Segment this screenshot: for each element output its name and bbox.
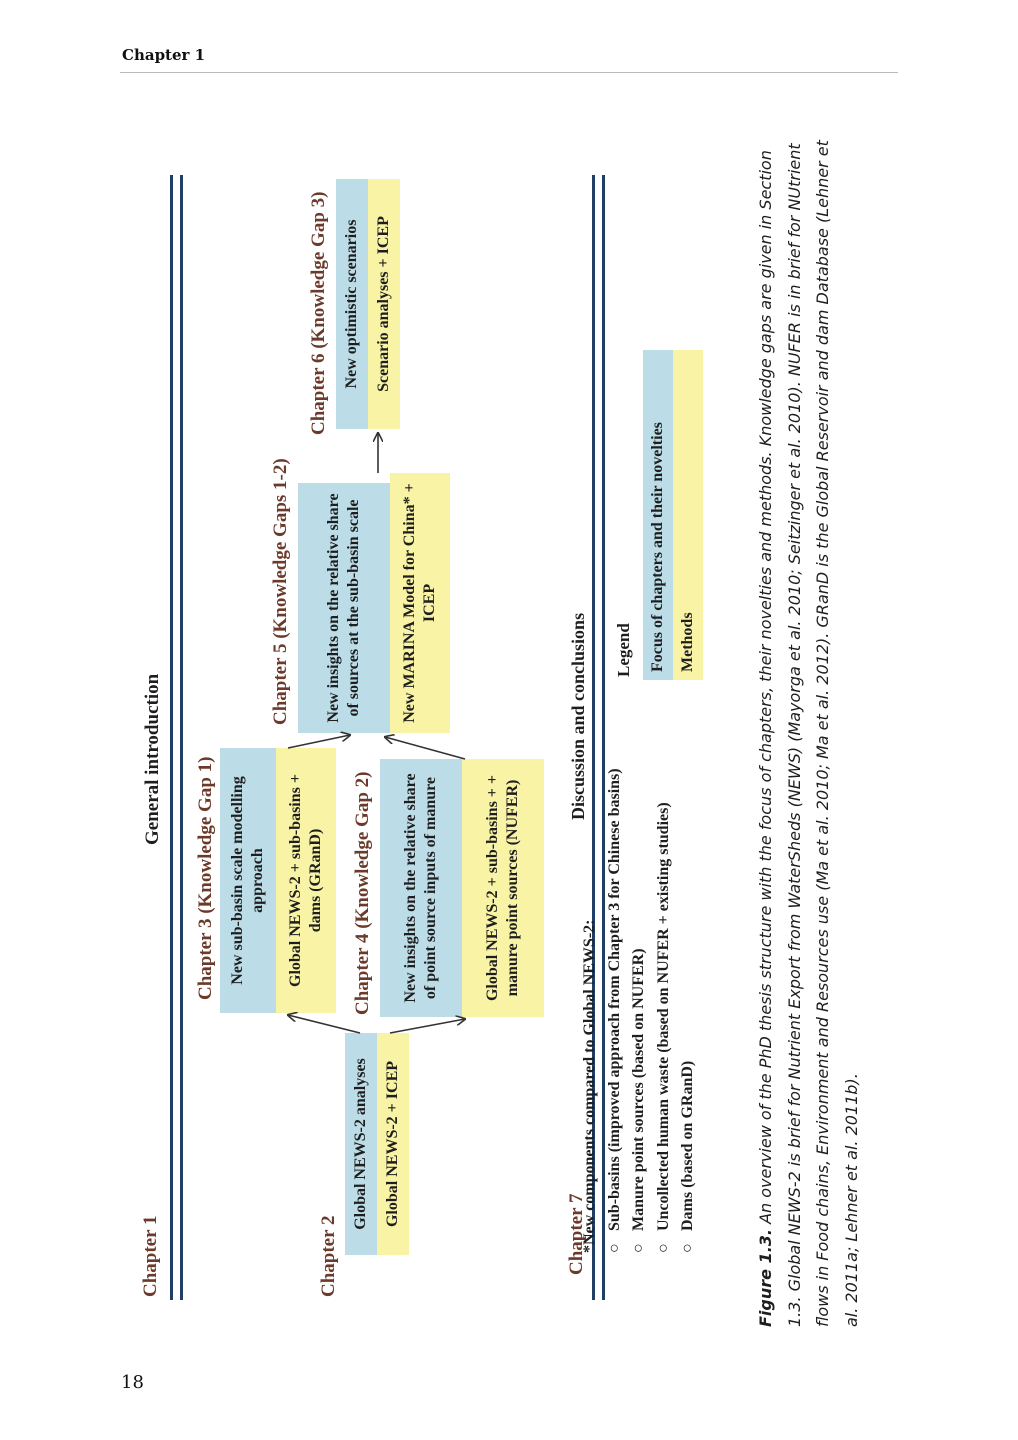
discussion-and-conclusions: Discussion and conclusions <box>568 612 588 820</box>
figure-caption <box>752 127 866 1327</box>
chapter6-focus-box: New optimistic scenarios <box>336 179 368 429</box>
chapter2-title: Chapter 2 <box>318 1215 339 1297</box>
legend-title: Legend <box>614 623 633 677</box>
arrow-ch3-to-ch5 <box>288 735 350 748</box>
page-number: 18 <box>121 1372 144 1393</box>
chapter4-title: Chapter 4 (Knowledge Gap 2) <box>352 771 373 1015</box>
component-item: ○ Dams (based on GRanD) <box>676 768 701 1253</box>
running-header: Chapter 1 <box>122 46 206 64</box>
component-item: ○ Uncollected human waste (based on NUFER + existing studies) <box>652 768 677 1253</box>
header-rule <box>120 72 898 73</box>
arrow-ch2-to-ch4 <box>390 1019 465 1033</box>
thesis-structure-figure <box>140 165 720 1315</box>
legend-methods: Methods <box>673 350 703 680</box>
caption-label: Figure 1.3. <box>756 1229 775 1327</box>
general-introduction: General introduction <box>142 673 163 845</box>
chapter5-method-box: New MARINA Model for China* + ICEP <box>390 473 450 733</box>
chapter2-focus-box: Global NEWS-2 analyses <box>345 1033 377 1255</box>
chapter2-method-box: Global NEWS-2 + ICEP <box>377 1033 409 1255</box>
component-item: ○ Manure point sources (based on NUFER) <box>627 768 652 1253</box>
chapter4-focus-box: New insights on the relative share of point source inputs of manure <box>380 759 462 1017</box>
component-item: ○ Sub-basins (improved approach from Chapter 3 for Chinese basins) <box>603 768 628 1253</box>
chapter3-method-box: Global NEWS-2 + sub-basins + dams (GRanD) <box>276 748 336 1013</box>
new-components-list <box>578 768 701 1253</box>
caption-text: An overview of the PhD thesis structure with the focus of chapters, their novelties and methods. Knowledge gaps are given in Section 1.3. Global NEWS-2 is brief for Nutrient Export from WaterSheds (NEWS) (Mayorga et al. 2010; Seitzinger et al. 2010). NUFER is in brief for NUtrient flows in Food chains, Environment and Resources use (Ma et al. 2010; Ma et al. 2012). GRanD is the Global Reservoir and dam Database (Lehner et al. 2011a; Lehner et al. 2011b). <box>756 140 861 1327</box>
arrow-ch2-to-ch3 <box>288 1015 360 1033</box>
chapter3-title: Chapter 3 (Knowledge Gap 1) <box>195 756 216 1000</box>
arrow-ch4-to-ch5 <box>385 737 465 759</box>
chapter6-method-box: Scenario analyses + ICEP <box>368 179 400 429</box>
chapter5-title: Chapter 5 (Knowledge Gaps 1-2) <box>270 458 291 725</box>
legend-focus: Focus of chapters and their novelties <box>643 350 673 680</box>
new-components-heading: *New components compared to Global NEWS-2: <box>581 919 598 1253</box>
chapter1-title: Chapter 1 <box>140 1215 161 1297</box>
chapter7-title: Chapter 7 <box>566 1193 587 1275</box>
chapter3-focus-box: New sub-basin scale modelling approach <box>220 748 276 1013</box>
chapter6-title: Chapter 6 (Knowledge Gap 3) <box>308 191 329 435</box>
chapter4-method-box: Global NEWS-2 + sub-basins + + manure point sources (NUFER) <box>462 759 544 1017</box>
chapter5-focus-box: New insights on the relative share of sources at the sub-basin scale <box>298 483 390 733</box>
